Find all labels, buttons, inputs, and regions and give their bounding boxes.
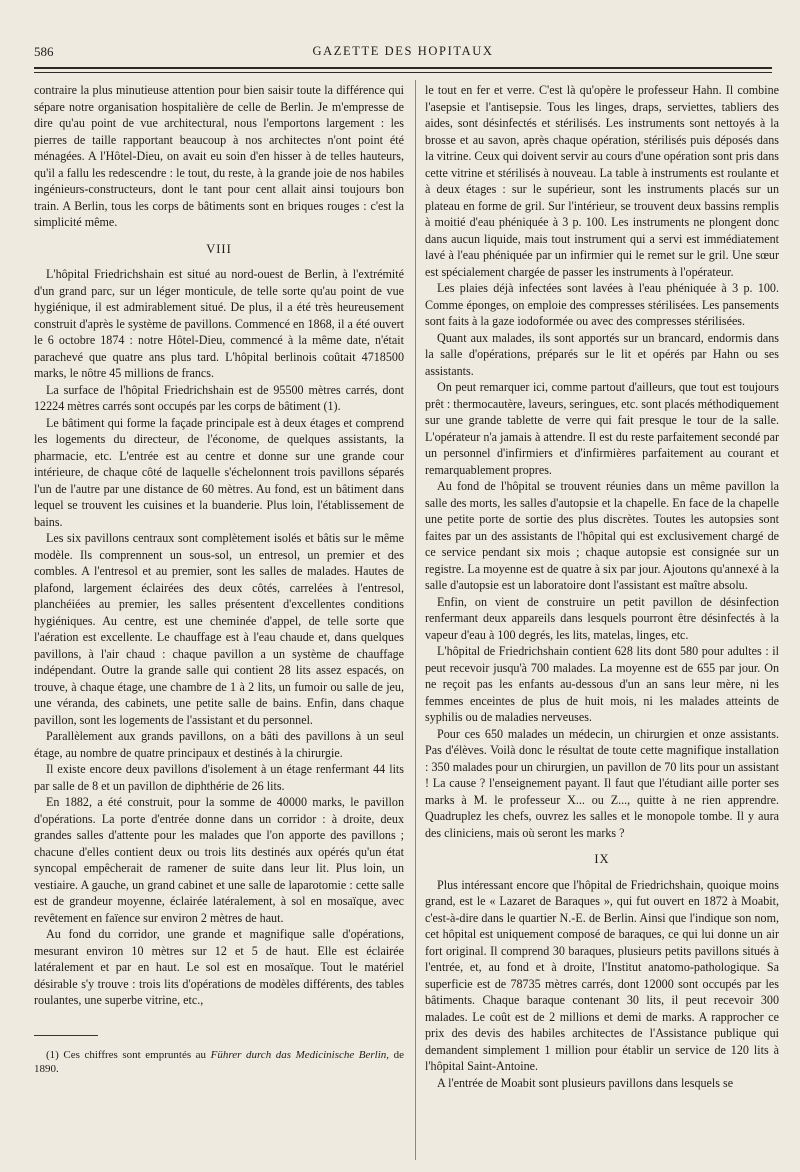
paragraph: On peut remarquer ici, comme partout d'ailleurs, que tout est toujours prêt : thermocautère, laveurs, seringues, etc. sont placés méthodiquement sur une grande tablette de verre qui fait presque le tour de la salle. L'opérateur n'a jamais à attendre. Il est du reste parfaitement secondé par un personnel d'infirmiers et d'infirmières parfaitement au courant et remarquablement propres. bbox=[425, 380, 779, 477]
paragraph: Les plaies déjà infectées sont lavées à l'eau phéniquée à 3 p. 100. Comme éponges, on emploie des compresses stérilisées. Les pansements sont faits à la gaze iodoformée ou avec des compresses stérilisées. bbox=[425, 281, 779, 328]
paragraph: Quant aux malades, ils sont apportés sur un brancard, endormis dans la salle d'opérations, préparés sur le lit et opérés par Hahn ou ses assistants. bbox=[425, 330, 779, 378]
paragraph: Parallèlement aux grands pavillons, on a bâti des pavillons à un seul étage, au nombre de quatre principaux et destinés à la chirurgie. bbox=[34, 729, 404, 760]
column-divider bbox=[415, 80, 416, 1160]
footnote-year: de 1890. bbox=[34, 1048, 404, 1075]
paragraph: le tout en fer et verre. C'est là qu'opère le professeur Hahn. Il combine l'asepsie et l'antisepsie. Tous les linges, draps, serviettes, tabliers des aides, sont désinfectés et stérilisés. Les instruments sont nettoyés à la brosse et au savon, après chaque opération, stérilisés puis déposés dans la vitrine. Ceux qui doivent servir au cours d'une opération sont pris dans cette vitrine et stérilisés à nouveau. La table à instruments est roulante et à deux étages : sur le supérieur, sont les instruments placés sur un plateau en forme de gril. Sur l'intérieur, se trouvent deux bassins remplis à moitié d'eau phéniquée à 3 p. 100. Les instruments ne plongent donc dans aucun liquide, mais tout instrument qui a servi est immédiatement lavé à l'eau phéniquée par un infirmier qui le remet sur le gril. Une sœur est spécialement chargée de passer les instruments à l'opérateur. bbox=[425, 83, 779, 279]
paragraph: Enfin, on vient de construire un petit pavillon de désinfection renfermant deux appareils dans lesquels pourront être désinfectés à la vapeur d'eau à 100 degrés, les lits, matelas, linges, etc. bbox=[425, 594, 779, 642]
header-rule-thin bbox=[34, 72, 772, 73]
paragraph: Au fond du corridor, une grande et magnifique salle d'opérations, mesurant environ 10 mètres sur 12 et 5 de haut. Elle est éclairée latéralement et par en haut. Le sol est en mosaïque. Tout le matériel désirable s'y trouve : trois lits d'opérations de modèles différents, des tables roulantes, une superbe vitrine, etc., bbox=[34, 927, 404, 1007]
footnote-source: Führer durch das Medicinische Berlin, bbox=[210, 1048, 390, 1061]
paragraph: L'hôpital de Friedrichshain contient 628 lits dont 580 pour adultes : il peut recevoir jusqu'à 700 malades. La moyenne est de 655 par jour. On ne reçoit pas les enfants au-dessous d'un an sans leur mère, ni les femmes enceintes de plus de huit mois, ni les malades atteints de syphilis ou de maladies nerveuses. bbox=[425, 644, 779, 724]
paragraph: En 1882, a été construit, pour la somme de 40000 marks, le pavillon d'opérations. La porte d'entrée donne dans un corridor : à droite, deux grandes salles d'attente pour les malades que l'on apporte des pavillons ; chacune d'elles contient deux ou trois lits destinés aux opérés qu'un état syncopal empêcherait de ramener de suite dans leur lit. Plus loin, un vestiaire. A gauche, un grand cabinet et une salle de laparotomie : cette salle est de grandeur moyenne, éclairée latéralement, à sol en mosaïque, avec revêtement en faïence sur environ 2 mètres de haut. bbox=[34, 795, 404, 925]
page-number: 586 bbox=[34, 44, 54, 59]
section-heading: VIII bbox=[206, 241, 232, 256]
paragraph: Le bâtiment qui forme la façade principale est à deux étages et comprend les logements du directeur, de l'économe, de quelques assistants, la pharmacie, etc. L'entrée est au centre et donne sur une grande cour intérieure, de chaque côté de laquelle s'échelonnent trois pavillons séparés l'un de l'autre par une distance de 60 mètres. Au fond, est un bâtiment dans lequel se trouvent les cuisines et la buanderie. Plus loin, l'établissement de bains. bbox=[34, 415, 404, 529]
left-column bbox=[34, 82, 404, 1077]
journal-title: GAZETTE DES HOPITAUX bbox=[312, 44, 494, 58]
paragraph: Il existe encore deux pavillons d'isolement à un étage renfermant 44 lits par salle de 8 et un pavillon de diphthérie de 26 lits. bbox=[34, 762, 404, 793]
paragraph: Pour ces 650 malades un médecin, un chirurgien et onze assistants. Pas d'élèves. Voilà donc le résultat de toute cette magnifique installation : 350 malades pour un chirurgien, un pavillon de 70 lits pour un assistant ! La cause ? l'enseignement payant. Il faut que l'étudiant aille porter ses marks à M. le professeur X... ou Z..., quitte à ne rien apprendre. Quadruplez les chefs, ouvrez les salles et le monopole tombe. Il y aura des cliniciens, mais où seront les marks ? bbox=[425, 726, 779, 840]
footnote-rule bbox=[34, 1035, 98, 1036]
page-header bbox=[34, 44, 772, 64]
paragraph: Au fond de l'hôpital se trouvent réunies dans un même pavillon la salle des morts, les salles d'autopsie et la chapelle. En face de la chapelle une petite porte de sortie des plus discrètes. Toutes les autopsies sont faites par un des assistants de l'hôpital qui est exclusivement chargé de ce service pendant six mois ; chaque autopsie est consignée sur un registre. La moyenne est de quatre à six par jour. Ajoutons qu'annexé à la salle d'autopsie est un laboratoire dont l'assistant est maître absolu. bbox=[425, 479, 779, 592]
paragraph: Les six pavillons centraux sont complètement isolés et bâtis sur le même modèle. Ils comprennent un sous-sol, un entresol, un premier et des combles. A l'entresol et au premier, sont les salles de malades. Hautes de plafond, largement éclairées des deux côtés, carrelées à l'entresol, planchéiées au premier, les salles présentent d'excellentes conditions hygiéniques. Au centre, est une cheminée d'appel, de telle sorte que l'aération est excellente. Le chauffage est à l'eau chaude et, dans quelques pavillons, à l'air chaud : chaque pavillon a un système de chauffage indépendant. Outre la grande salle qui contient 28 lits assez espacés, on trouve, à chaque étage, une chambre de 1 à 2 lits, un fumoir ou salle de jeu, une véranda, des cabinets, une petite salle de bains. Enfin, dans chaque pavillon, sont les logements de l'assistant et du personnel. bbox=[34, 531, 404, 727]
paragraph: L'hôpital Friedrichshain est situé au nord-ouest de Berlin, à l'extrémité d'un grand parc, sur un léger monticule, de telle sorte qu'au point de vue hygiénique, il est admirablement situé. De plus, il a été très heureusement construit d'après le système de pavillons. Commencé en 1868, il a été ouvert le 6 octobre 1874 : notre Hôtel-Dieu, commencé à la même date, n'était parachevé que quatre ans plus tard. L'hôpital berlinois coûtait 4718500 marks, le nôtre 45 millions de francs. bbox=[34, 267, 404, 380]
paragraph: Plus intéressant encore que l'hôpital de Friedrichshain, quoique moins grand, est le « Lazaret de Baraques », qui fut ouvert en 1872 à Moabit, c'est-à-dire dans le quartier N.-E. de Berlin. Ainsi que l'indique son nom, cet hôpital est uniquement composé de baraques, ce qui lui donne un air fort original. Il comprend 30 baraques, plusieurs petits pavillons situés à l'entrée, et, au fond et à droite, l'Institut anatomo-pathologique. Sa superficie est de 78735 mètres carrés, dont 12000 sont occupés par les bâtiments. Chaque baraque contenant 30 lits, il peut recevoir 300 malades. Le coût est de 2 millions et demi de marks. A rapprocher ce prix des devis des habiles architectes de l'Assistance publique qui demandent simplement 1 million pour établir un service de 120 lits à l'hôpital Saint-Antoine. bbox=[425, 877, 779, 1073]
footnote-text: (1) Ces chiffres sont empruntés au bbox=[46, 1048, 207, 1061]
paragraph: contraire la plus minutieuse attention pour bien saisir toute la différence qui sépare notre organisation hospitalière de celle de Berlin. Je m'empresse de dire qu'au point de vue architectural, nous l'emportons largement : les pierres de taille rapportant beaucoup à nos architectes n'ont point été ménagées. A l'Hôtel-Dieu, on avait eu soin d'en hisser à de telles hauteurs, qu'il a fallu les redescendre : le tout, du reste, à la grande joie de nos habiles ingénieurs-constructeurs, dont le tant pour cent allait ainsi toujours bon train. A Berlin, tous les corps de bâtiments sont en briques rouges : c'est la simplicité même. bbox=[34, 83, 404, 229]
header-rule bbox=[34, 67, 772, 69]
right-column bbox=[425, 82, 779, 1091]
paragraph: A l'entrée de Moabit sont plusieurs pavillons dans lesquels se bbox=[437, 1075, 734, 1090]
footnote bbox=[34, 1048, 404, 1077]
paragraph: La surface de l'hôpital Friedrichshain est de 95500 mètres carrés, dont 12224 mètres carrés sont occupés par les corps de bâtiment (1). bbox=[34, 382, 404, 413]
section-heading: IX bbox=[594, 852, 610, 866]
